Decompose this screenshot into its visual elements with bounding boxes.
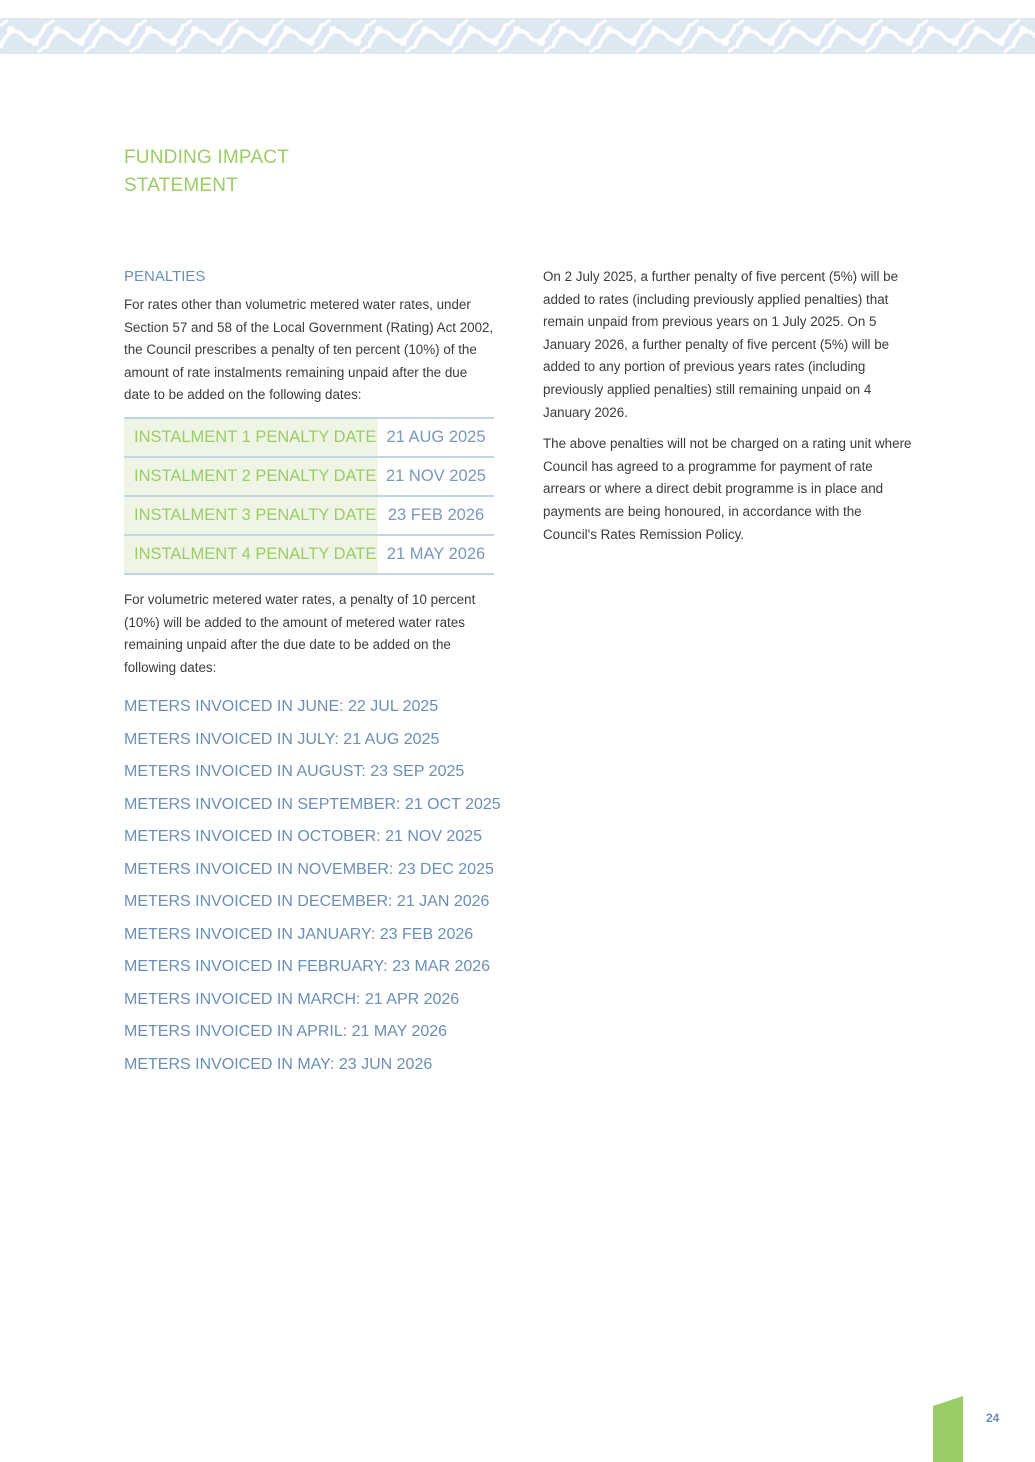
penalty-label: INSTALMENT 3 PENALTY DATE	[124, 496, 378, 535]
penalty-date: 21 NOV 2025	[386, 466, 486, 485]
table-row	[124, 535, 494, 574]
list-item: METERS INVOICED IN DECEMBER: 21 JAN 2026	[124, 893, 490, 911]
penalty-date: 23 FEB 2026	[387, 505, 485, 524]
list-item: METERS INVOICED IN MARCH: 21 APR 2026	[124, 990, 460, 1008]
penalty-label: INSTALMENT 4 PENALTY DATE	[124, 535, 378, 574]
section-title	[124, 144, 289, 200]
list-item: METERS INVOICED IN OCTOBER: 21 NOV 2025	[124, 828, 483, 846]
page-number: 24	[986, 1411, 1000, 1425]
list-item: METERS INVOICED IN MAY: 23 JUN 2026	[124, 1055, 433, 1073]
penalties-intro: For rates other than volumetric metered water rates, under Section 57 and 58 of the Local Government (Rating) Act 2002, the Council prescribes a penalty of ten percent (10%) of the amount of rate instalments remaining unpaid after the due date to be added on the following dates:	[124, 297, 494, 403]
volumetric-paragraph: For volumetric metered water rates, a penalty of 10 percent (10%) will be added to the amount of metered water rates remaining unpaid after the due date to be added on the following dates:	[124, 591, 476, 675]
exemption-paragraph: The above penalties will not be charged on a rating unit where Council has agreed to a programme for payment of rate arrears or where a direct debit programme is in place and payments are being honoured, in accordance with the Council's Rates Remission Policy.	[543, 436, 912, 542]
table-row	[124, 457, 494, 496]
section-title-line-1: FUNDING IMPACT	[124, 147, 289, 168]
decorative-pattern-banner	[0, 18, 1035, 54]
table-row	[124, 418, 494, 457]
list-item: METERS INVOICED IN JANUARY: 23 FEB 2026	[124, 925, 474, 943]
list-item: METERS INVOICED IN FEBRUARY: 23 MAR 2026	[124, 958, 491, 976]
penalty-label: INSTALMENT 1 PENALTY DATE	[124, 418, 378, 457]
list-item: METERS INVOICED IN AUGUST: 23 SEP 2025	[124, 763, 465, 781]
penalties-heading: PENALTIES	[124, 268, 206, 285]
penalty-dates-table	[124, 417, 494, 575]
page-tab-decoration	[933, 1396, 963, 1462]
section-title-line-2: STATEMENT	[124, 175, 239, 196]
further-penalty-paragraph: On 2 July 2025, a further penalty of five percent (5%) will be added to rates (including previously applied penalties) that remain unpaid from previous years on 1 July 2025. On 5 January 2026, a further penalty of five percent (5%) will be added to any portion of previous years rates (including previously applied penalties) still remaining unpaid on 4 January 2026.	[543, 269, 899, 420]
right-column	[543, 266, 915, 546]
penalty-date: 21 MAY 2026	[386, 544, 486, 563]
list-item: METERS INVOICED IN JULY: 21 AUG 2025	[124, 730, 440, 748]
list-item: METERS INVOICED IN NOVEMBER: 23 DEC 2025	[124, 860, 494, 878]
penalty-date: 21 AUG 2025	[386, 427, 486, 446]
list-item: METERS INVOICED IN JUNE: 22 JUL 2025	[124, 698, 439, 716]
meter-dates-list	[124, 691, 501, 1081]
list-item: METERS INVOICED IN SEPTEMBER: 21 OCT 2025	[124, 795, 501, 813]
penalty-label: INSTALMENT 2 PENALTY DATE	[124, 457, 378, 496]
left-column	[124, 266, 501, 1081]
table-row	[124, 496, 494, 535]
list-item: METERS INVOICED IN APRIL: 21 MAY 2026	[124, 1023, 448, 1041]
